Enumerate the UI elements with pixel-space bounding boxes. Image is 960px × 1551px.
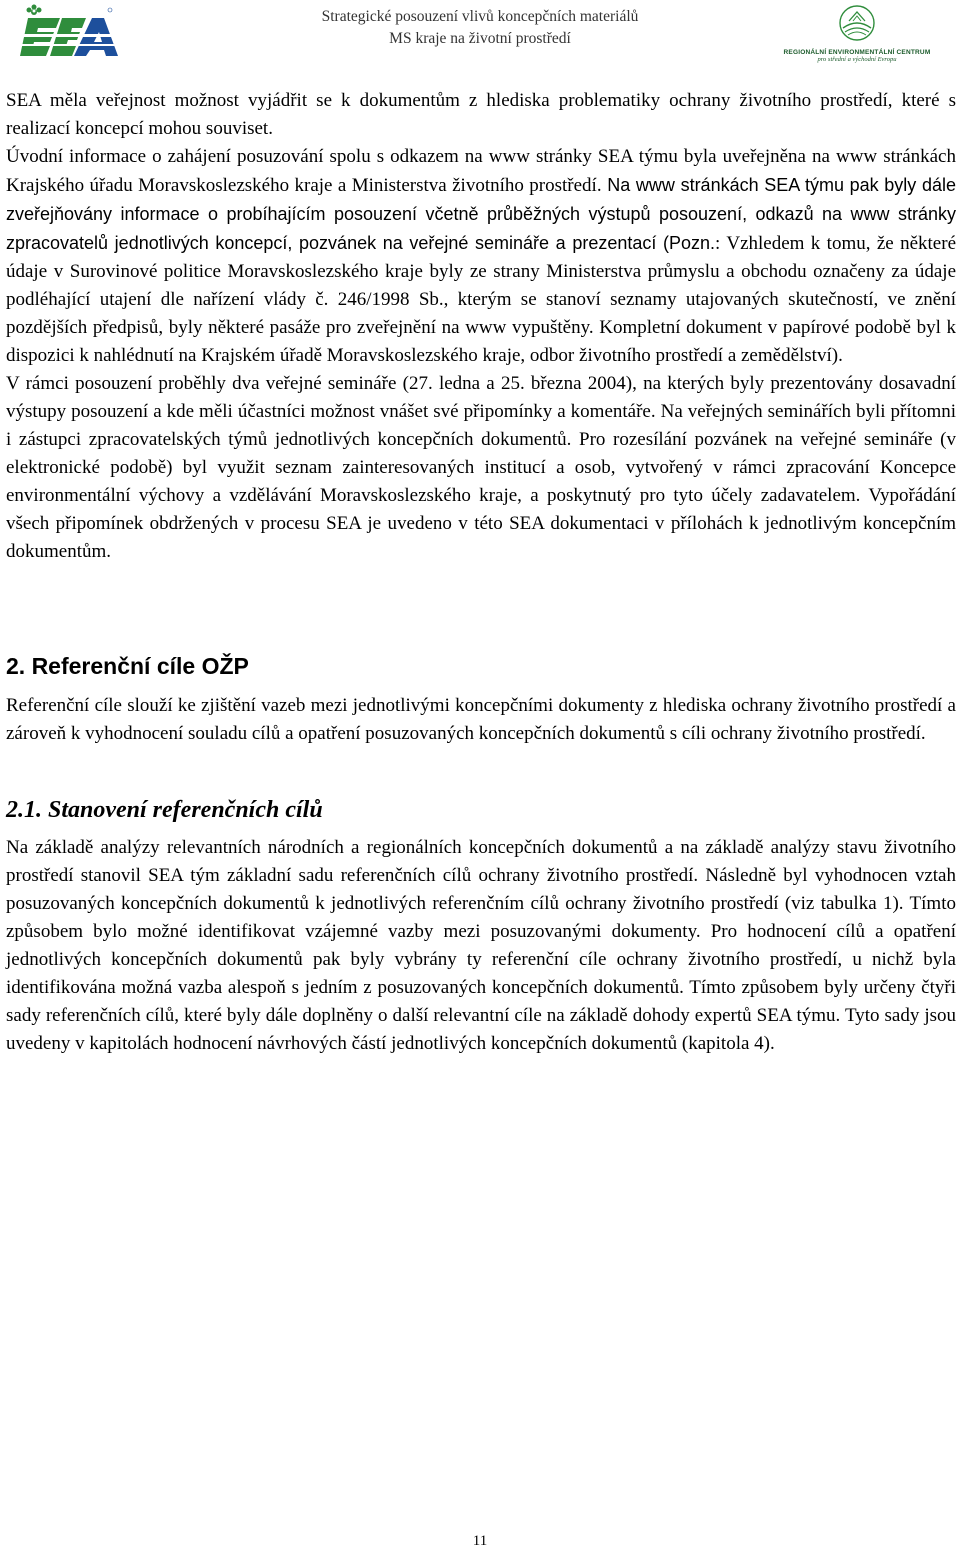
- rec-logo: [772, 4, 942, 64]
- section-2-1-text: Na základě analýzy relevantních národních a regionálních koncepčních dokumentů a na základě analýzy stavu životního prostředí stanovil SEA tým základní sadu referenčních cílů ochrany životního prostředí. Následně byl vyhodnocen vztah posuzovaných koncepčních dokumentů k jednotlivých referenčním cílů ochrany životního prostředí (viz tabulka 1). Tímto způsobem bylo možné identifikovat vzájemné vazby mezi posuzovanými dokumenty. Pro hodnocení cílů a opatření jednotlivých koncepčních dokumentů pak byly vybrány ty referenční cíle ochrany životního prostředí, u nichž byla identifikována možná vazba alespoň s jedním z posuzovaných koncepčních dokumentů. Tímto způsobem byly určeny čtyři sady referenčních cílů, které byly dále doplněny o další relevantní cíle na základě dohody expertů SEA týmu. Tyto sady jsou uvedeny v kapitolách hodnocení návrhových částí jednotlivých koncepčních dokumentů (kapitola 4).: [6, 837, 956, 1054]
- page-number: 11: [472, 1533, 488, 1549]
- paragraph-2: [6, 143, 956, 370]
- sea-logo: [20, 4, 120, 62]
- rec-emblem-icon: [837, 4, 877, 42]
- rec-logo-subtext: pro střední a východní Evropu: [817, 56, 897, 63]
- rec-logo-text: REGIONÁLNÍ ENVIRONMENTÁLNÍ CENTRUM: [783, 49, 931, 56]
- paragraph-2-part-a: Úvodní informace o zahájení posuzování spolu s odkazem na www stránky SEA týmu byla uveřejněna na www stránkách Krajského úřadu Moravskoslezského kraje a Ministerstva životního prostředí.: [6, 146, 956, 196]
- section-2-text: Referenční cíle slouží ke zjištění vazeb mezi jednotlivými koncepčními dokumenty z hlediska ochrany životního prostředí a zároveň k vyhodnocení souladu cílů a opatření posuzovaných koncepčních dokumentů s cíli ochrany životního prostředí.: [6, 695, 956, 744]
- header-title-line1: Strategické posouzení vlivů koncepčních materiálů: [321, 8, 639, 25]
- header-title: [262, 6, 698, 50]
- header-title-line2: MS kraje na životní prostředí: [389, 30, 571, 47]
- section-2-heading: 2. Referenční cíle OŽP: [6, 653, 249, 679]
- paragraph-2-part-c: : Vzhledem k tomu, že některé údaje v Surovinové politice Moravskoslezského kraje byly ze strany Ministerstva průmyslu a obchodu označeny za údaje podléhající utajení dle nařízení vlády č. 246/1998 Sb., kterým se stanoví seznamy utajovaných skutečností, ve znění pozdějších předpisů, byly některé pasáže pro zveřejnění na www vypuštěny. Kompletní dokument v papírové podobě byl k dispozici k nahlédnutí na Krajském úřadě Moravskoslezského kraje, odbor životního prostředí a zemědělství).: [6, 233, 957, 366]
- paragraph-2-part-b: Na www stránkách SEA týmu pak byly dále zveřejňovány informace o probíhajícím posouzení včetně průběžných výstupů posouzení, odkazů na www stránky zpracovatelů jednotlivých koncepcí, pozvánek na veřejné semináře a prezentací (Pozn.: [6, 175, 956, 253]
- page-header: [0, 0, 960, 70]
- paragraph-1: SEA měla veřejnost možnost vyjádřit se k dokumentům z hlediska problematiky ochrany životního prostředí, které s realizací koncepcí mohou souviset.: [6, 90, 956, 139]
- paragraph-3: V rámci posouzení proběhly dva veřejné semináře (27. ledna a 25. března 2004), na kterých byly prezentovány dosavadní výstupy posouzení a kde měli účastníci možnost vnášet své připomínky a komentáře. Na veřejných seminářích byli přítomni i zástupci zpracovatelských týmů jednotlivých koncepčních dokumentů. Pro rozesílání pozvánek na veřejné semináře (v elektronické podobě) byl využit seznam zainteresovaných institucí a osob, vytvořený v rámci zpracování Koncepce environmentální výchovy a vzdělávání Moravskoslezského kraje, a poskytnutý pro tyto účely zadavatelem. Vypořádání všech připomínek obdržených v procesu SEA je uvedeno v této SEA dokumentaci v přílohách k jednotlivým koncepčním dokumentům.: [6, 373, 956, 562]
- document-body: [6, 87, 956, 1058]
- section-2-1-heading: 2.1. Stanovení referenčních cílů: [6, 797, 323, 823]
